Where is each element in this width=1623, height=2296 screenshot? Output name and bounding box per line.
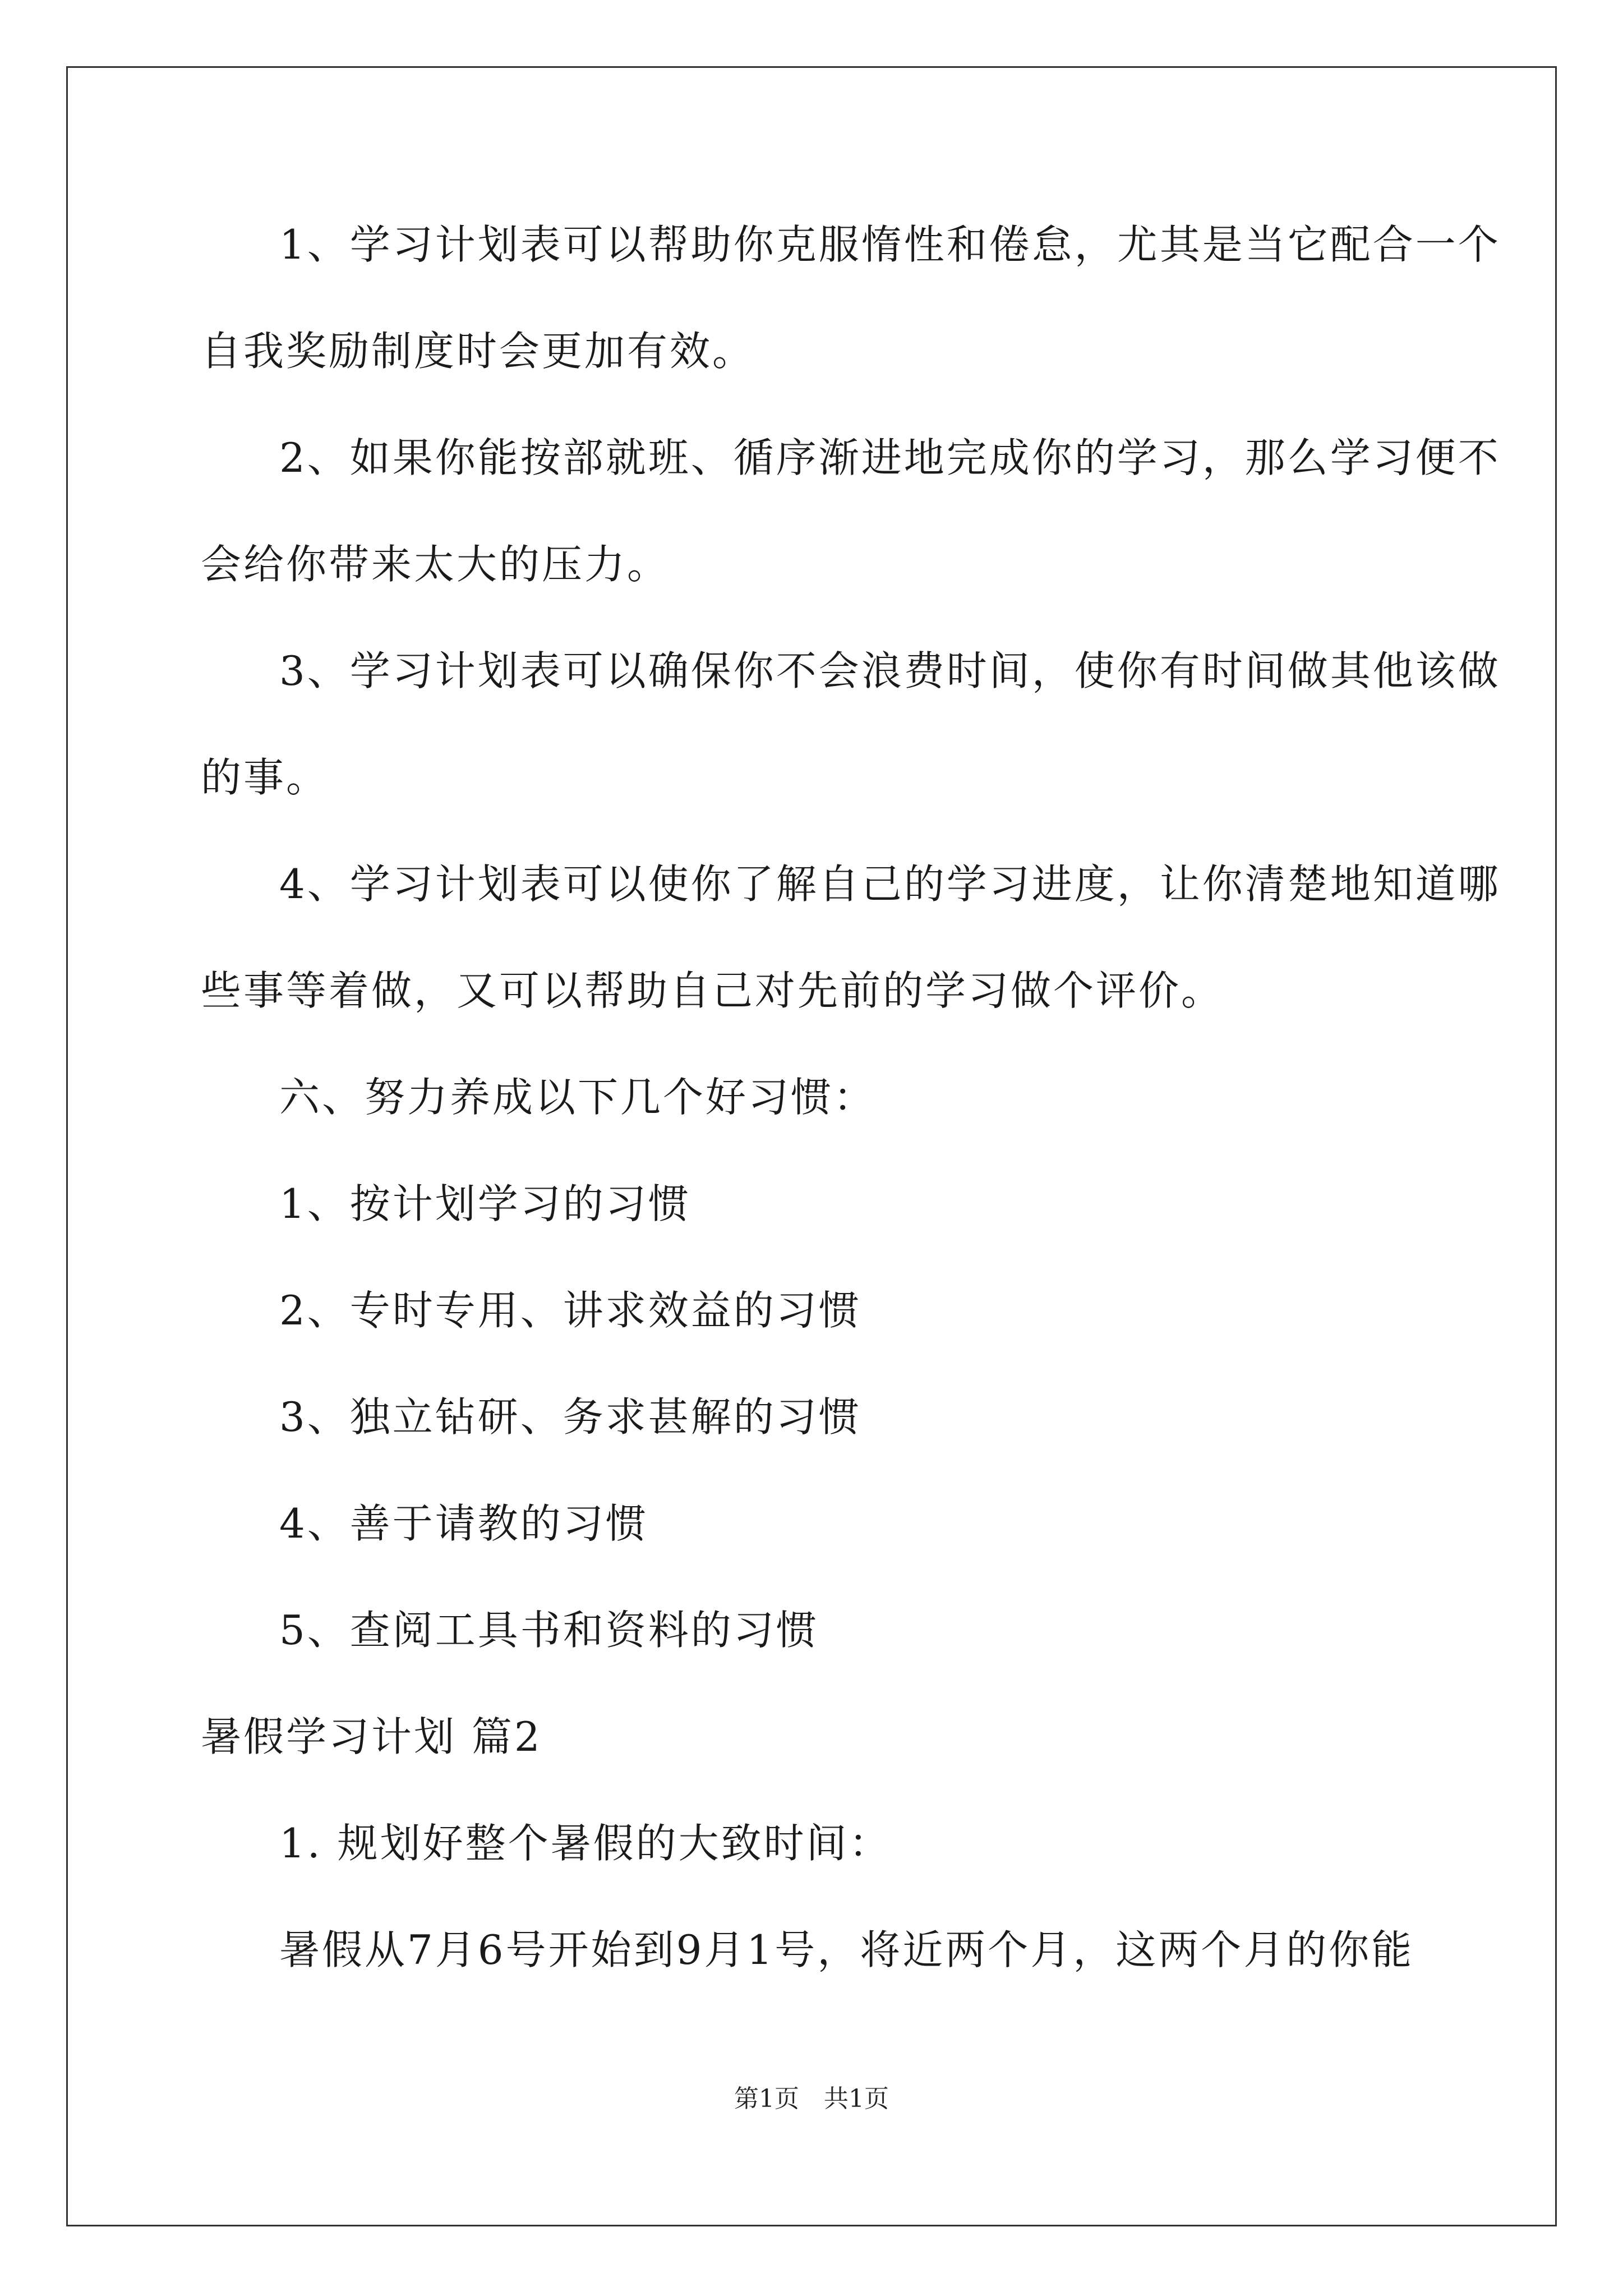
list-item: 5、查阅工具书和资料的习惯: [279, 1607, 819, 1654]
page-border: [66, 66, 1557, 2226]
paragraph-line: 4、学习计划表可以使你了解自己的学习进度，让你清楚地知道哪: [279, 861, 1501, 908]
paragraph-line: 1、学习计划表可以帮助你克服惰性和倦怠，尤其是当它配合一个: [279, 221, 1501, 268]
article-title: 暑假学习计划 篇2: [201, 1713, 542, 1760]
paragraph-line: 暑假从7月6号开始到9月1号，将近两个月，这两个月的你能: [279, 1926, 1414, 1973]
paragraph-line: 的事。: [201, 754, 329, 801]
paragraph-line: 2、如果你能按部就班、循序渐进地完成你的学习，那么学习便不: [279, 434, 1501, 481]
paragraph-line: 些事等着做，又可以帮助自己对先前的学习做个评价。: [201, 967, 1224, 1014]
section-heading: 六、努力养成以下几个好习惯：: [279, 1074, 877, 1121]
list-item: 4、善于请教的习惯: [279, 1500, 648, 1547]
list-item: 2、专时专用、讲求效益的习惯: [279, 1287, 861, 1334]
paragraph-line: 会给你带来太大的压力。: [201, 541, 670, 588]
list-item: 1、按计划学习的习惯: [279, 1180, 691, 1227]
paragraph-line: 自我奖励制度时会更加有效。: [201, 328, 755, 375]
page-footer: 第1页 共1页: [734, 2085, 889, 2113]
paragraph-line: 3、学习计划表可以确保你不会浪费时间，使你有时间做其他该做: [279, 647, 1501, 694]
numbered-heading: 1. 规划好整个暑假的大致时间：: [279, 1820, 892, 1867]
list-item: 3、独立钻研、务求甚解的习惯: [279, 1393, 861, 1441]
